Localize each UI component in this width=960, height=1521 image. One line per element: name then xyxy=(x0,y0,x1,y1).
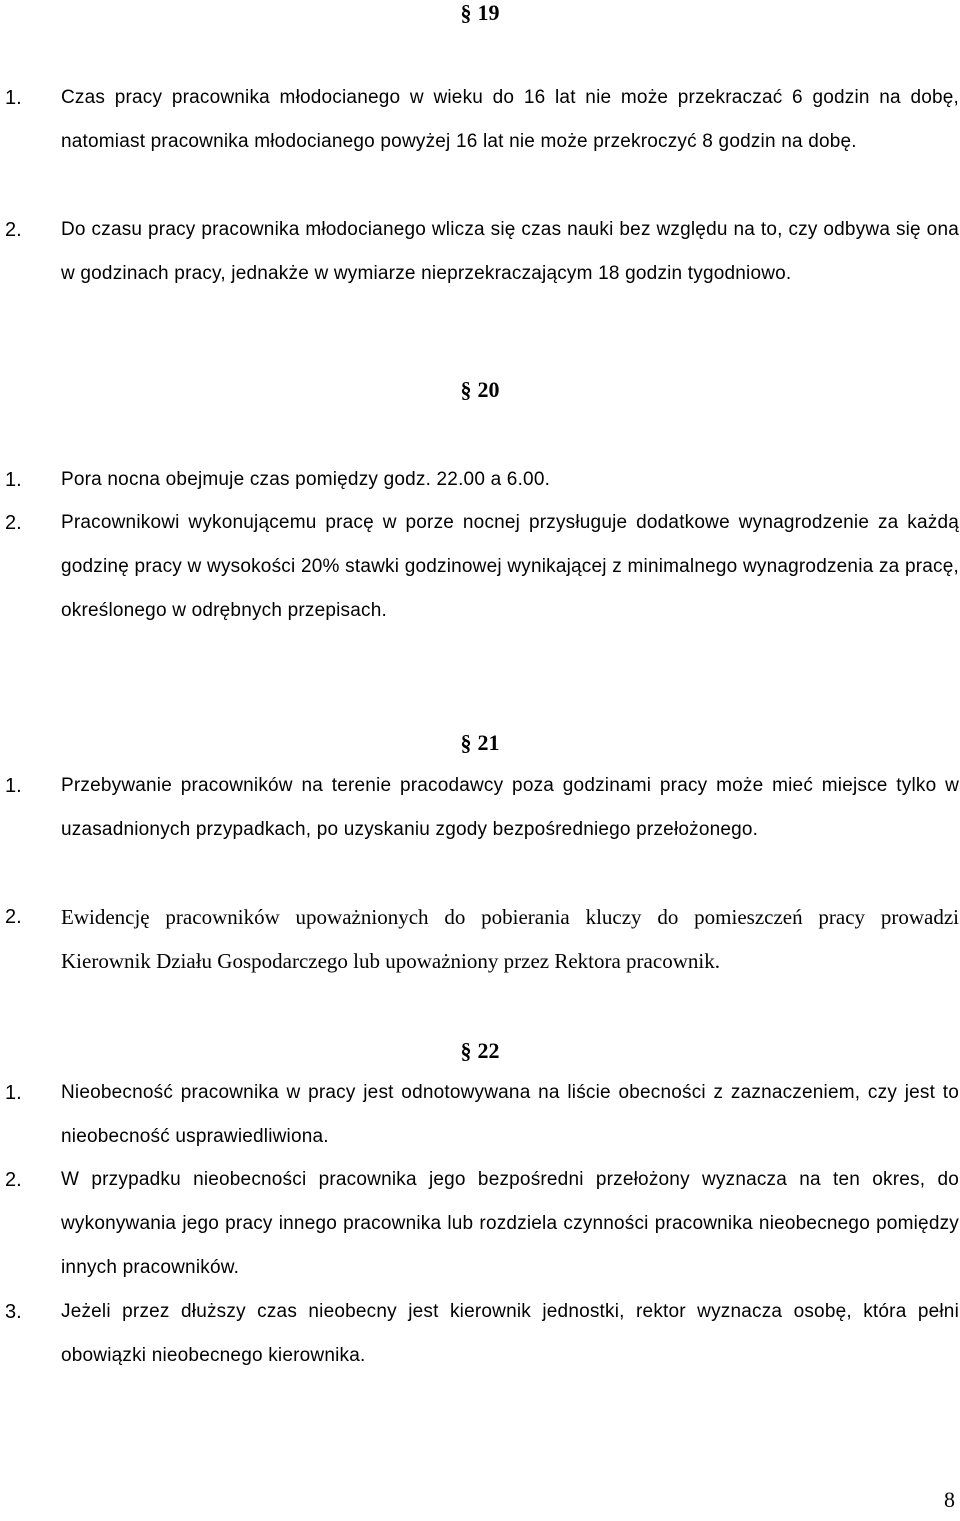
list-item xyxy=(0,76,960,164)
item-number: 2. xyxy=(5,219,22,241)
item-text: Ewidencję pracowników upoważnionych do pobierania kluczy do pomieszczeń pracy prowadzi Kierownik Działu Gospodarczego lub upoważniony przez Rektora pracownik. xyxy=(61,905,959,973)
item-number: 1. xyxy=(5,87,22,109)
item-number: 1. xyxy=(5,1082,22,1104)
list-item xyxy=(0,208,960,296)
item-number: 1. xyxy=(5,469,22,491)
item-text: Pracownikowi wykonującemu pracę w porze nocnej przysługuje dodatkowe wynagrodzenie za każdą godzinę pracy w wysokości 20% stawki godzinowej wynikającej z minimalnego wynagrodzenia za pracę, określonego w odrębnych przepisach. xyxy=(61,512,959,621)
section-heading-21 xyxy=(0,730,960,756)
page-number: 8 xyxy=(944,1487,955,1512)
list-item xyxy=(0,1071,960,1159)
section-number: 19 xyxy=(477,0,500,25)
item-number: 2. xyxy=(5,512,22,534)
item-text: Czas pracy pracownika młodocianego w wieku do 16 lat nie może przekraczać 6 godzin na dobę, natomiast pracownika młodocianego powyżej 16 lat nie może przekroczyć 8 godzin na dobę. xyxy=(61,87,959,152)
item-text: Do czasu pracy pracownika młodocianego wlicza się czas nauki bez względu na to, czy odbywa się ona w godzinach pracy, jednakże w wymiarze nieprzekraczającym 18 godzin tygodniowo. xyxy=(61,219,959,284)
section-heading-22 xyxy=(0,1038,960,1064)
section-number: 20 xyxy=(477,377,500,402)
item-text: Nieobecność pracownika w pracy jest odnotowywana na liście obecności z zaznaczeniem, czy jest to nieobecność usprawiedliwiona. xyxy=(61,1082,959,1147)
list-item xyxy=(0,458,960,502)
item-number: 2. xyxy=(5,906,22,928)
section-heading-19 xyxy=(0,0,960,26)
section-number: 21 xyxy=(477,730,500,755)
paragraph-mark: § xyxy=(460,730,472,755)
section-number: 22 xyxy=(477,1038,500,1063)
paragraph-mark: § xyxy=(460,1038,472,1063)
item-number: 3. xyxy=(5,1301,22,1323)
item-number: 2. xyxy=(5,1169,22,1191)
paragraph-mark: § xyxy=(460,377,472,402)
item-text: W przypadku nieobecności pracownika jego bezpośredni przełożony wyznacza na ten okres, do wykonywania jego pracy innego pracownika lub rozdziela czynności pracownika nieobecnego pomiędzy innych pracowników. xyxy=(61,1169,959,1278)
item-text: Pora nocna obejmuje czas pomiędzy godz. 22.00 a 6.00. xyxy=(61,469,551,490)
paragraph-mark: § xyxy=(460,0,472,25)
item-number: 1. xyxy=(5,775,22,797)
list-item xyxy=(0,1158,960,1290)
list-item xyxy=(0,764,960,852)
list-item xyxy=(0,895,960,983)
item-text: Jeżeli przez dłuższy czas nieobecny jest kierownik jednostki, rektor wyznacza osobę, która pełni obowiązki nieobecnego kierownika. xyxy=(61,1301,959,1366)
item-text: Przebywanie pracowników na terenie pracodawcy poza godzinami pracy może mieć miejsce tylko w uzasadnionych przypadkach, po uzyskaniu zgody bezpośredniego przełożonego. xyxy=(61,775,959,840)
list-item xyxy=(0,1290,960,1378)
section-heading-20 xyxy=(0,377,960,403)
list-item xyxy=(0,501,960,633)
